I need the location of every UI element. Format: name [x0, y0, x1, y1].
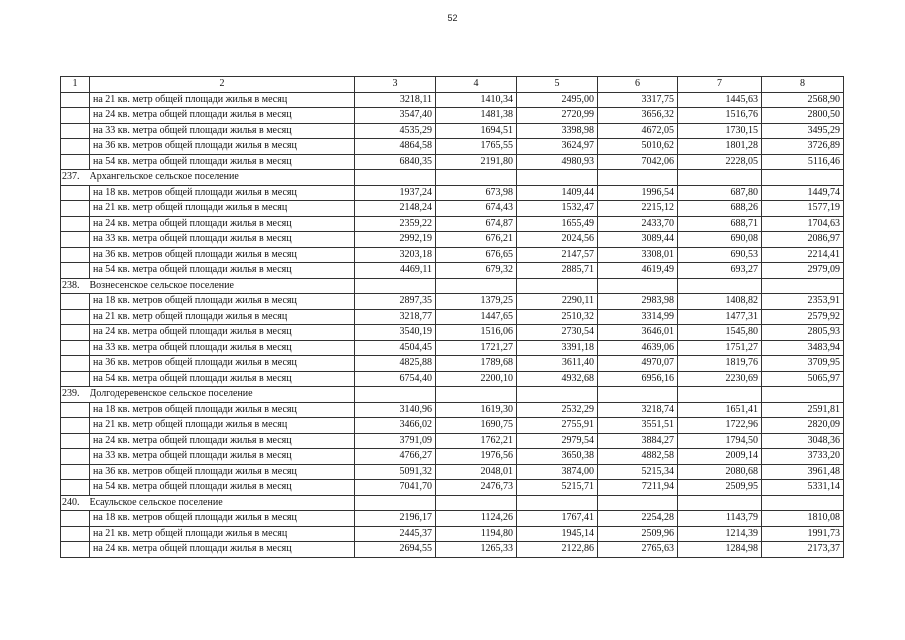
value-cell: 5010,62: [598, 139, 678, 155]
empty-cell: [598, 387, 678, 403]
header-cell: 5: [517, 77, 598, 93]
value-cell: 2730,54: [517, 325, 598, 341]
value-cell: 2476,73: [436, 480, 517, 496]
value-cell: 2359,22: [355, 216, 436, 232]
value-cell: 4932,68: [517, 371, 598, 387]
value-cell: 1762,21: [436, 433, 517, 449]
value-cell: 2805,93: [762, 325, 844, 341]
table-row: [61, 449, 844, 465]
row-number-cell: [61, 263, 90, 279]
value-cell: 2433,70: [598, 216, 678, 232]
value-cell: 3650,38: [517, 449, 598, 465]
value-cell: 2148,24: [355, 201, 436, 217]
value-cell: 3961,48: [762, 464, 844, 480]
value-cell: 5116,46: [762, 154, 844, 170]
row-description: на 24 кв. метра общей площади жилья в месяц: [90, 542, 355, 558]
value-cell: 3483,94: [762, 340, 844, 356]
row-description: на 21 кв. метр общей площади жилья в месяц: [90, 201, 355, 217]
empty-cell: [517, 170, 598, 186]
value-cell: 2897,35: [355, 294, 436, 310]
value-cell: 1516,06: [436, 325, 517, 341]
value-cell: 5091,32: [355, 464, 436, 480]
value-cell: 1477,31: [678, 309, 762, 325]
section-number: 240.: [61, 495, 90, 511]
value-cell: 676,21: [436, 232, 517, 248]
value-cell: 2979,09: [762, 263, 844, 279]
value-cell: 4766,27: [355, 449, 436, 465]
value-cell: 2979,54: [517, 433, 598, 449]
value-cell: 1516,76: [678, 108, 762, 124]
empty-cell: [762, 170, 844, 186]
value-cell: 5331,14: [762, 480, 844, 496]
row-number-cell: [61, 340, 90, 356]
value-cell: 2230,69: [678, 371, 762, 387]
row-description: на 33 кв. метра общей площади жилья в месяц: [90, 340, 355, 356]
empty-cell: [598, 495, 678, 511]
value-cell: 3203,18: [355, 247, 436, 263]
value-cell: 1410,34: [436, 92, 517, 108]
value-cell: 2510,32: [517, 309, 598, 325]
row-number-cell: [61, 542, 90, 558]
row-description: на 18 кв. метров общей площади жилья в месяц: [90, 511, 355, 527]
value-cell: 1730,15: [678, 123, 762, 139]
row-number-cell: [61, 511, 90, 527]
value-cell: 1447,65: [436, 309, 517, 325]
value-cell: 6754,40: [355, 371, 436, 387]
value-cell: 3089,44: [598, 232, 678, 248]
value-cell: 2820,09: [762, 418, 844, 434]
table-row: [61, 511, 844, 527]
section-row: [61, 387, 844, 403]
value-cell: 1810,08: [762, 511, 844, 527]
value-cell: 1722,96: [678, 418, 762, 434]
value-cell: 3218,77: [355, 309, 436, 325]
value-cell: 1409,44: [517, 185, 598, 201]
value-cell: 2173,37: [762, 542, 844, 558]
empty-cell: [678, 387, 762, 403]
value-cell: 2983,98: [598, 294, 678, 310]
row-description: на 33 кв. метра общей площади жилья в месяц: [90, 123, 355, 139]
table-row: [61, 309, 844, 325]
value-cell: 1532,47: [517, 201, 598, 217]
header-cell: 2: [90, 77, 355, 93]
header-cell: 8: [762, 77, 844, 93]
table-row: [61, 247, 844, 263]
table-header-row: [61, 77, 844, 93]
row-description: на 21 кв. метр общей площади жилья в месяц: [90, 418, 355, 434]
value-cell: 3726,89: [762, 139, 844, 155]
value-cell: 3874,00: [517, 464, 598, 480]
empty-cell: [762, 495, 844, 511]
row-number-cell: [61, 247, 90, 263]
value-cell: 4639,06: [598, 340, 678, 356]
value-cell: 3140,96: [355, 402, 436, 418]
table-row: [61, 418, 844, 434]
empty-cell: [436, 278, 517, 294]
row-number-cell: [61, 325, 90, 341]
row-number-cell: [61, 371, 90, 387]
row-number-cell: [61, 201, 90, 217]
value-cell: 1789,68: [436, 356, 517, 372]
value-cell: 3624,97: [517, 139, 598, 155]
value-cell: 4970,07: [598, 356, 678, 372]
row-description: на 33 кв. метра общей площади жилья в месяц: [90, 449, 355, 465]
section-number: 239.: [61, 387, 90, 403]
value-cell: 2509,96: [598, 526, 678, 542]
value-cell: 4619,49: [598, 263, 678, 279]
section-title: Архангельское сельское поселение: [90, 170, 355, 186]
value-cell: 3611,40: [517, 356, 598, 372]
value-cell: 3791,09: [355, 433, 436, 449]
value-cell: 674,43: [436, 201, 517, 217]
section-title: Есаульское сельское поселение: [90, 495, 355, 511]
empty-cell: [598, 170, 678, 186]
value-cell: 2147,57: [517, 247, 598, 263]
value-cell: 3314,99: [598, 309, 678, 325]
value-cell: 2509,95: [678, 480, 762, 496]
value-cell: 5215,71: [517, 480, 598, 496]
table-row: [61, 294, 844, 310]
row-number-cell: [61, 216, 90, 232]
value-cell: 1445,63: [678, 92, 762, 108]
value-cell: 3656,32: [598, 108, 678, 124]
value-cell: 1767,41: [517, 511, 598, 527]
row-number-cell: [61, 418, 90, 434]
table-row: [61, 263, 844, 279]
row-number-cell: [61, 232, 90, 248]
value-cell: 679,32: [436, 263, 517, 279]
row-number-cell: [61, 480, 90, 496]
table-row: [61, 402, 844, 418]
value-cell: 2200,10: [436, 371, 517, 387]
value-cell: 1819,76: [678, 356, 762, 372]
value-cell: 3646,01: [598, 325, 678, 341]
value-cell: 2086,97: [762, 232, 844, 248]
value-cell: 1481,38: [436, 108, 517, 124]
row-description: на 33 кв. метра общей площади жилья в месяц: [90, 232, 355, 248]
row-description: на 18 кв. метров общей площади жилья в месяц: [90, 402, 355, 418]
value-cell: 4825,88: [355, 356, 436, 372]
value-cell: 1577,19: [762, 201, 844, 217]
table-row: [61, 480, 844, 496]
value-cell: 2694,55: [355, 542, 436, 558]
value-cell: 3540,19: [355, 325, 436, 341]
value-cell: 1124,26: [436, 511, 517, 527]
empty-cell: [517, 495, 598, 511]
row-description: на 24 кв. метра общей площади жилья в месяц: [90, 108, 355, 124]
table-row: [61, 433, 844, 449]
value-cell: 4469,11: [355, 263, 436, 279]
empty-cell: [436, 170, 517, 186]
empty-cell: [517, 278, 598, 294]
value-cell: 4504,45: [355, 340, 436, 356]
header-cell: 7: [678, 77, 762, 93]
empty-cell: [355, 170, 436, 186]
value-cell: 1545,80: [678, 325, 762, 341]
value-cell: 693,27: [678, 263, 762, 279]
table-row: [61, 232, 844, 248]
value-cell: 2495,00: [517, 92, 598, 108]
value-cell: 1651,41: [678, 402, 762, 418]
row-description: на 54 кв. метра общей площади жилья в месяц: [90, 480, 355, 496]
table-row: [61, 201, 844, 217]
row-number-cell: [61, 526, 90, 542]
row-description: на 21 кв. метр общей площади жилья в месяц: [90, 526, 355, 542]
empty-cell: [355, 278, 436, 294]
value-cell: 688,26: [678, 201, 762, 217]
value-cell: 1449,74: [762, 185, 844, 201]
value-cell: 1284,98: [678, 542, 762, 558]
value-cell: 3709,95: [762, 356, 844, 372]
empty-cell: [678, 495, 762, 511]
table-row: [61, 108, 844, 124]
value-cell: 3547,40: [355, 108, 436, 124]
value-cell: 2591,81: [762, 402, 844, 418]
value-cell: 1751,27: [678, 340, 762, 356]
value-cell: 5215,34: [598, 464, 678, 480]
value-cell: 1945,14: [517, 526, 598, 542]
row-number-cell: [61, 294, 90, 310]
row-number-cell: [61, 139, 90, 155]
table-row: [61, 340, 844, 356]
empty-cell: [598, 278, 678, 294]
value-cell: 1694,51: [436, 123, 517, 139]
section-title: Долгодеревенское сельское поселение: [90, 387, 355, 403]
value-cell: 1265,33: [436, 542, 517, 558]
empty-cell: [355, 495, 436, 511]
value-cell: 4535,29: [355, 123, 436, 139]
tariff-table: [60, 76, 844, 558]
value-cell: 3317,75: [598, 92, 678, 108]
row-description: на 36 кв. метров общей площади жилья в месяц: [90, 139, 355, 155]
value-cell: 2353,91: [762, 294, 844, 310]
empty-cell: [762, 387, 844, 403]
table-row: [61, 185, 844, 201]
value-cell: 4980,93: [517, 154, 598, 170]
value-cell: 1937,24: [355, 185, 436, 201]
value-cell: 1794,50: [678, 433, 762, 449]
table-row: [61, 216, 844, 232]
value-cell: 2254,28: [598, 511, 678, 527]
value-cell: 6840,35: [355, 154, 436, 170]
value-cell: 2024,56: [517, 232, 598, 248]
value-cell: 2755,91: [517, 418, 598, 434]
header-cell: 1: [61, 77, 90, 93]
value-cell: 1408,82: [678, 294, 762, 310]
value-cell: 2568,90: [762, 92, 844, 108]
table-row: [61, 92, 844, 108]
row-number-cell: [61, 433, 90, 449]
row-number-cell: [61, 185, 90, 201]
value-cell: 2228,05: [678, 154, 762, 170]
value-cell: 2992,19: [355, 232, 436, 248]
value-cell: 2080,68: [678, 464, 762, 480]
table-body: [61, 77, 844, 558]
value-cell: 674,87: [436, 216, 517, 232]
empty-cell: [436, 495, 517, 511]
row-number-cell: [61, 108, 90, 124]
value-cell: 3218,11: [355, 92, 436, 108]
value-cell: 1143,79: [678, 511, 762, 527]
value-cell: 687,80: [678, 185, 762, 201]
value-cell: 1704,63: [762, 216, 844, 232]
table-row: [61, 371, 844, 387]
value-cell: 2720,99: [517, 108, 598, 124]
row-description: на 18 кв. метров общей площади жилья в месяц: [90, 185, 355, 201]
value-cell: 2290,11: [517, 294, 598, 310]
value-cell: 3218,74: [598, 402, 678, 418]
table-row: [61, 526, 844, 542]
row-number-cell: [61, 464, 90, 480]
value-cell: 2579,92: [762, 309, 844, 325]
header-cell: 4: [436, 77, 517, 93]
empty-cell: [678, 170, 762, 186]
value-cell: 2048,01: [436, 464, 517, 480]
value-cell: 676,65: [436, 247, 517, 263]
value-cell: 2122,86: [517, 542, 598, 558]
row-description: на 36 кв. метров общей площади жилья в месяц: [90, 464, 355, 480]
value-cell: 3398,98: [517, 123, 598, 139]
value-cell: 7211,94: [598, 480, 678, 496]
value-cell: 1619,30: [436, 402, 517, 418]
value-cell: 3466,02: [355, 418, 436, 434]
value-cell: 1655,49: [517, 216, 598, 232]
value-cell: 3884,27: [598, 433, 678, 449]
row-description: на 21 кв. метр общей площади жилья в месяц: [90, 309, 355, 325]
value-cell: 7042,06: [598, 154, 678, 170]
section-number: 238.: [61, 278, 90, 294]
table-row: [61, 325, 844, 341]
empty-cell: [355, 387, 436, 403]
value-cell: 2532,29: [517, 402, 598, 418]
value-cell: 2445,37: [355, 526, 436, 542]
empty-cell: [762, 278, 844, 294]
table-row: [61, 356, 844, 372]
row-number-cell: [61, 356, 90, 372]
value-cell: 673,98: [436, 185, 517, 201]
header-cell: 6: [598, 77, 678, 93]
value-cell: 4882,58: [598, 449, 678, 465]
row-number-cell: [61, 154, 90, 170]
value-cell: 1976,56: [436, 449, 517, 465]
section-title: Вознесенское сельское поселение: [90, 278, 355, 294]
row-number-cell: [61, 402, 90, 418]
value-cell: 2215,12: [598, 201, 678, 217]
row-description: на 24 кв. метра общей площади жилья в месяц: [90, 433, 355, 449]
row-number-cell: [61, 309, 90, 325]
header-cell: 3: [355, 77, 436, 93]
value-cell: 6956,16: [598, 371, 678, 387]
row-description: на 21 кв. метр общей площади жилья в месяц: [90, 92, 355, 108]
table-row: [61, 154, 844, 170]
section-number: 237.: [61, 170, 90, 186]
row-number-cell: [61, 449, 90, 465]
empty-cell: [517, 387, 598, 403]
row-description: на 36 кв. метров общей площади жилья в месяц: [90, 356, 355, 372]
value-cell: 5065,97: [762, 371, 844, 387]
value-cell: 690,08: [678, 232, 762, 248]
table-row: [61, 464, 844, 480]
value-cell: 3551,51: [598, 418, 678, 434]
value-cell: 3495,29: [762, 123, 844, 139]
value-cell: 2800,50: [762, 108, 844, 124]
value-cell: 1690,75: [436, 418, 517, 434]
value-cell: 2765,63: [598, 542, 678, 558]
value-cell: 2214,41: [762, 247, 844, 263]
table-row: [61, 139, 844, 155]
value-cell: 690,53: [678, 247, 762, 263]
value-cell: 1996,54: [598, 185, 678, 201]
table-row: [61, 542, 844, 558]
section-row: [61, 170, 844, 186]
row-number-cell: [61, 92, 90, 108]
value-cell: 1194,80: [436, 526, 517, 542]
value-cell: 1214,39: [678, 526, 762, 542]
table-row: [61, 123, 844, 139]
value-cell: 7041,70: [355, 480, 436, 496]
row-description: на 54 кв. метра общей площади жилья в месяц: [90, 371, 355, 387]
value-cell: 3048,36: [762, 433, 844, 449]
page-number: 52: [447, 13, 458, 23]
row-description: на 24 кв. метра общей площади жилья в месяц: [90, 216, 355, 232]
empty-cell: [436, 387, 517, 403]
value-cell: 1721,27: [436, 340, 517, 356]
value-cell: 2885,71: [517, 263, 598, 279]
row-description: на 36 кв. метров общей площади жилья в месяц: [90, 247, 355, 263]
value-cell: 2196,17: [355, 511, 436, 527]
value-cell: 1801,28: [678, 139, 762, 155]
value-cell: 1765,55: [436, 139, 517, 155]
row-description: на 54 кв. метра общей площади жилья в месяц: [90, 154, 355, 170]
value-cell: 3733,20: [762, 449, 844, 465]
row-description: на 18 кв. метров общей площади жилья в месяц: [90, 294, 355, 310]
value-cell: 1379,25: [436, 294, 517, 310]
row-description: на 54 кв. метра общей площади жилья в месяц: [90, 263, 355, 279]
row-description: на 24 кв. метра общей площади жилья в месяц: [90, 325, 355, 341]
row-number-cell: [61, 123, 90, 139]
value-cell: 1991,73: [762, 526, 844, 542]
empty-cell: [678, 278, 762, 294]
value-cell: 3308,01: [598, 247, 678, 263]
value-cell: 688,71: [678, 216, 762, 232]
value-cell: 4672,05: [598, 123, 678, 139]
section-row: [61, 278, 844, 294]
value-cell: 4864,58: [355, 139, 436, 155]
value-cell: 2009,14: [678, 449, 762, 465]
value-cell: 3391,18: [517, 340, 598, 356]
section-row: [61, 495, 844, 511]
value-cell: 2191,80: [436, 154, 517, 170]
